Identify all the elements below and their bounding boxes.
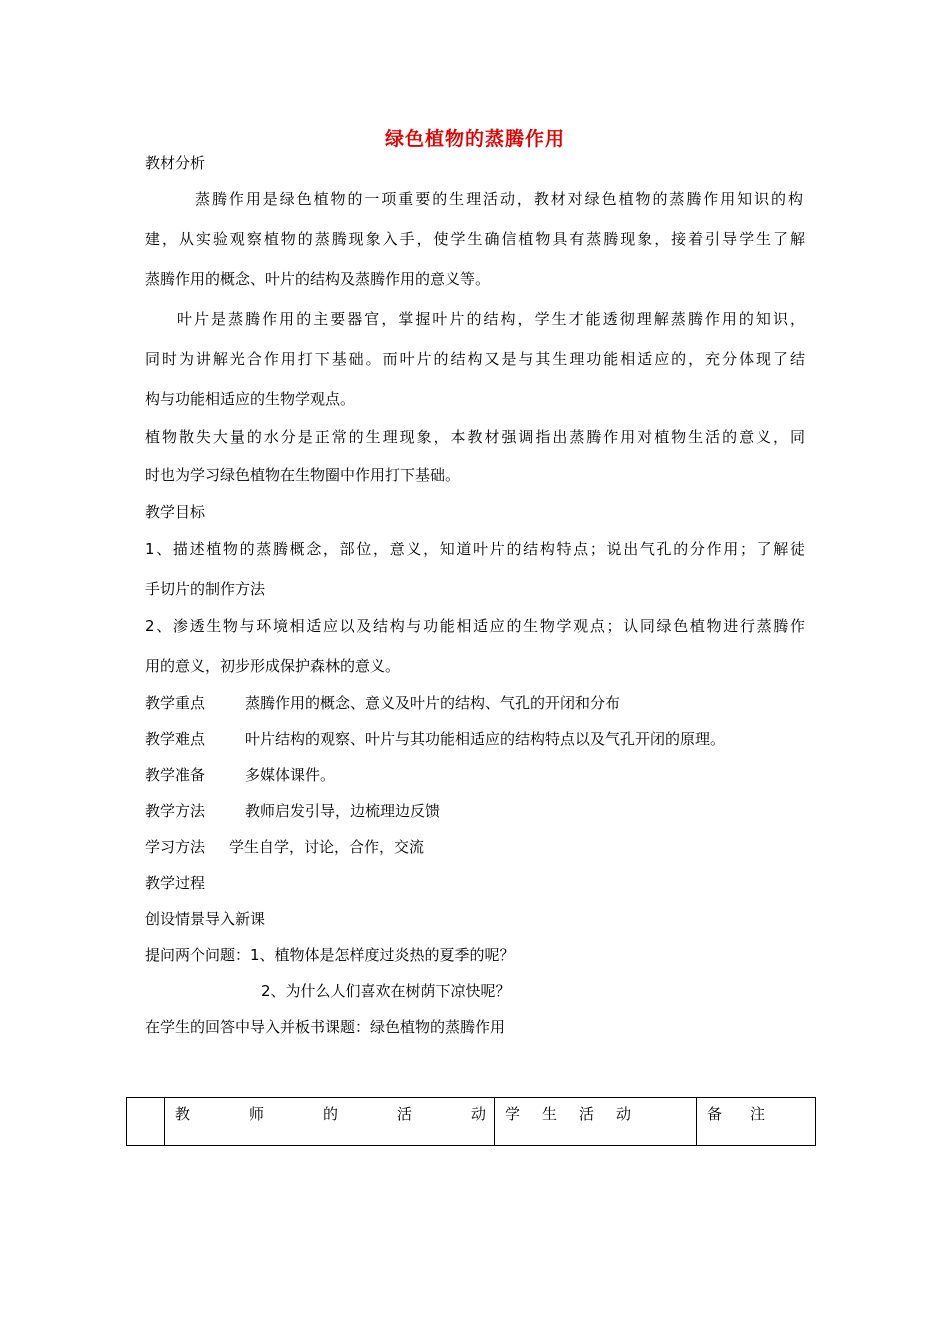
paragraph-line: 蒸腾作用的概念、叶片的结构及蒸腾作用的意义等。 xyxy=(145,270,491,288)
study-method-label: 学习方法 xyxy=(145,838,206,856)
paragraph-line: 蒸腾作用是绿色植物的一项重要的生理活动，教材对绿色植物的蒸腾作用知识的构 xyxy=(195,190,803,208)
method-label: 教学方法 xyxy=(145,802,206,820)
goal-line: 2、渗透生物与环境相适应以及结构与功能相适应的生物学观点；认同绿色植物进行蒸腾作 xyxy=(145,617,805,635)
question-line: 提问两个问题：1、植物体是怎样度过炎热的夏季的呢？ xyxy=(145,946,515,964)
key-point-value: 蒸腾作用的概念、意义及叶片的结构、气孔的开闭和分布 xyxy=(245,694,621,712)
paragraph-line: 时也为学习绿色植物在生物圈中作用打下基础。 xyxy=(145,466,461,484)
question-line: 2、为什么人们喜欢在树荫下凉快呢？ xyxy=(261,982,511,1000)
section-heading-process: 教学过程 xyxy=(145,874,206,892)
header-char: 动 xyxy=(470,1105,486,1123)
header-char: 学 xyxy=(505,1105,521,1123)
header-char: 注 xyxy=(750,1105,766,1123)
preparation-label: 教学准备 xyxy=(145,766,206,784)
page-title: 绿色植物的蒸腾作用 xyxy=(384,128,565,150)
section-heading-intro: 创设情景导入新课 xyxy=(145,910,266,928)
goal-line: 手切片的制作方法 xyxy=(145,580,266,598)
key-point-label: 教学重点 xyxy=(145,694,206,712)
table-header-row xyxy=(127,1098,816,1146)
header-char: 动 xyxy=(616,1105,632,1123)
activity-table xyxy=(126,1097,816,1146)
section-heading-material: 教材分析 xyxy=(145,154,206,172)
paragraph-line: 叶片是蒸腾作用的主要器官，掌握叶片的结构，学生才能透彻理解蒸腾作用的知识， xyxy=(177,310,805,328)
conclusion-line: 在学生的回答中导入并板书课题：绿色植物的蒸腾作用 xyxy=(145,1018,506,1036)
preparation-value: 多媒体课件。 xyxy=(245,766,336,784)
header-char: 教 xyxy=(175,1105,191,1123)
paragraph-line: 同时为讲解光合作用打下基础。而叶片的结构又是与其生理功能相适应的，充分体现了结 xyxy=(145,350,805,368)
difficulty-value: 叶片结构的观察、叶片与其功能相适应的结构特点以及气孔开闭的原理。 xyxy=(245,730,726,748)
header-char: 师 xyxy=(248,1105,264,1123)
difficulty-label: 教学难点 xyxy=(145,730,206,748)
student-activity-header xyxy=(495,1098,697,1146)
header-char: 活 xyxy=(396,1105,412,1123)
header-char: 生 xyxy=(542,1105,558,1123)
notes-header xyxy=(697,1098,816,1146)
paragraph-line: 构与功能相适应的生物学观点。 xyxy=(145,390,356,408)
goal-line: 1、描述植物的蒸腾概念，部位，意义，知道叶片的结构特点；说出气孔的分作用；了解徒 xyxy=(145,540,805,558)
header-char: 备 xyxy=(707,1105,723,1123)
header-char: 的 xyxy=(322,1105,338,1123)
paragraph-line: 植物散失大量的水分是正常的生理现象，本教材强调指出蒸腾作用对植物生活的意义，同 xyxy=(145,428,805,446)
teacher-activity-header xyxy=(165,1098,495,1146)
goal-line: 用的意义，初步形成保护森林的意义。 xyxy=(145,657,401,675)
method-value: 教师启发引导，边梳理边反馈 xyxy=(245,802,441,820)
table-cell-blank xyxy=(127,1098,165,1146)
header-char: 活 xyxy=(579,1105,595,1123)
paragraph-line: 建，从实验观察植物的蒸腾现象入手，使学生确信植物具有蒸腾现象，接着引导学生了解 xyxy=(145,230,805,248)
section-heading-goals: 教学目标 xyxy=(145,503,206,521)
study-method-value: 学生自学，讨论，合作，交流 xyxy=(229,838,425,856)
